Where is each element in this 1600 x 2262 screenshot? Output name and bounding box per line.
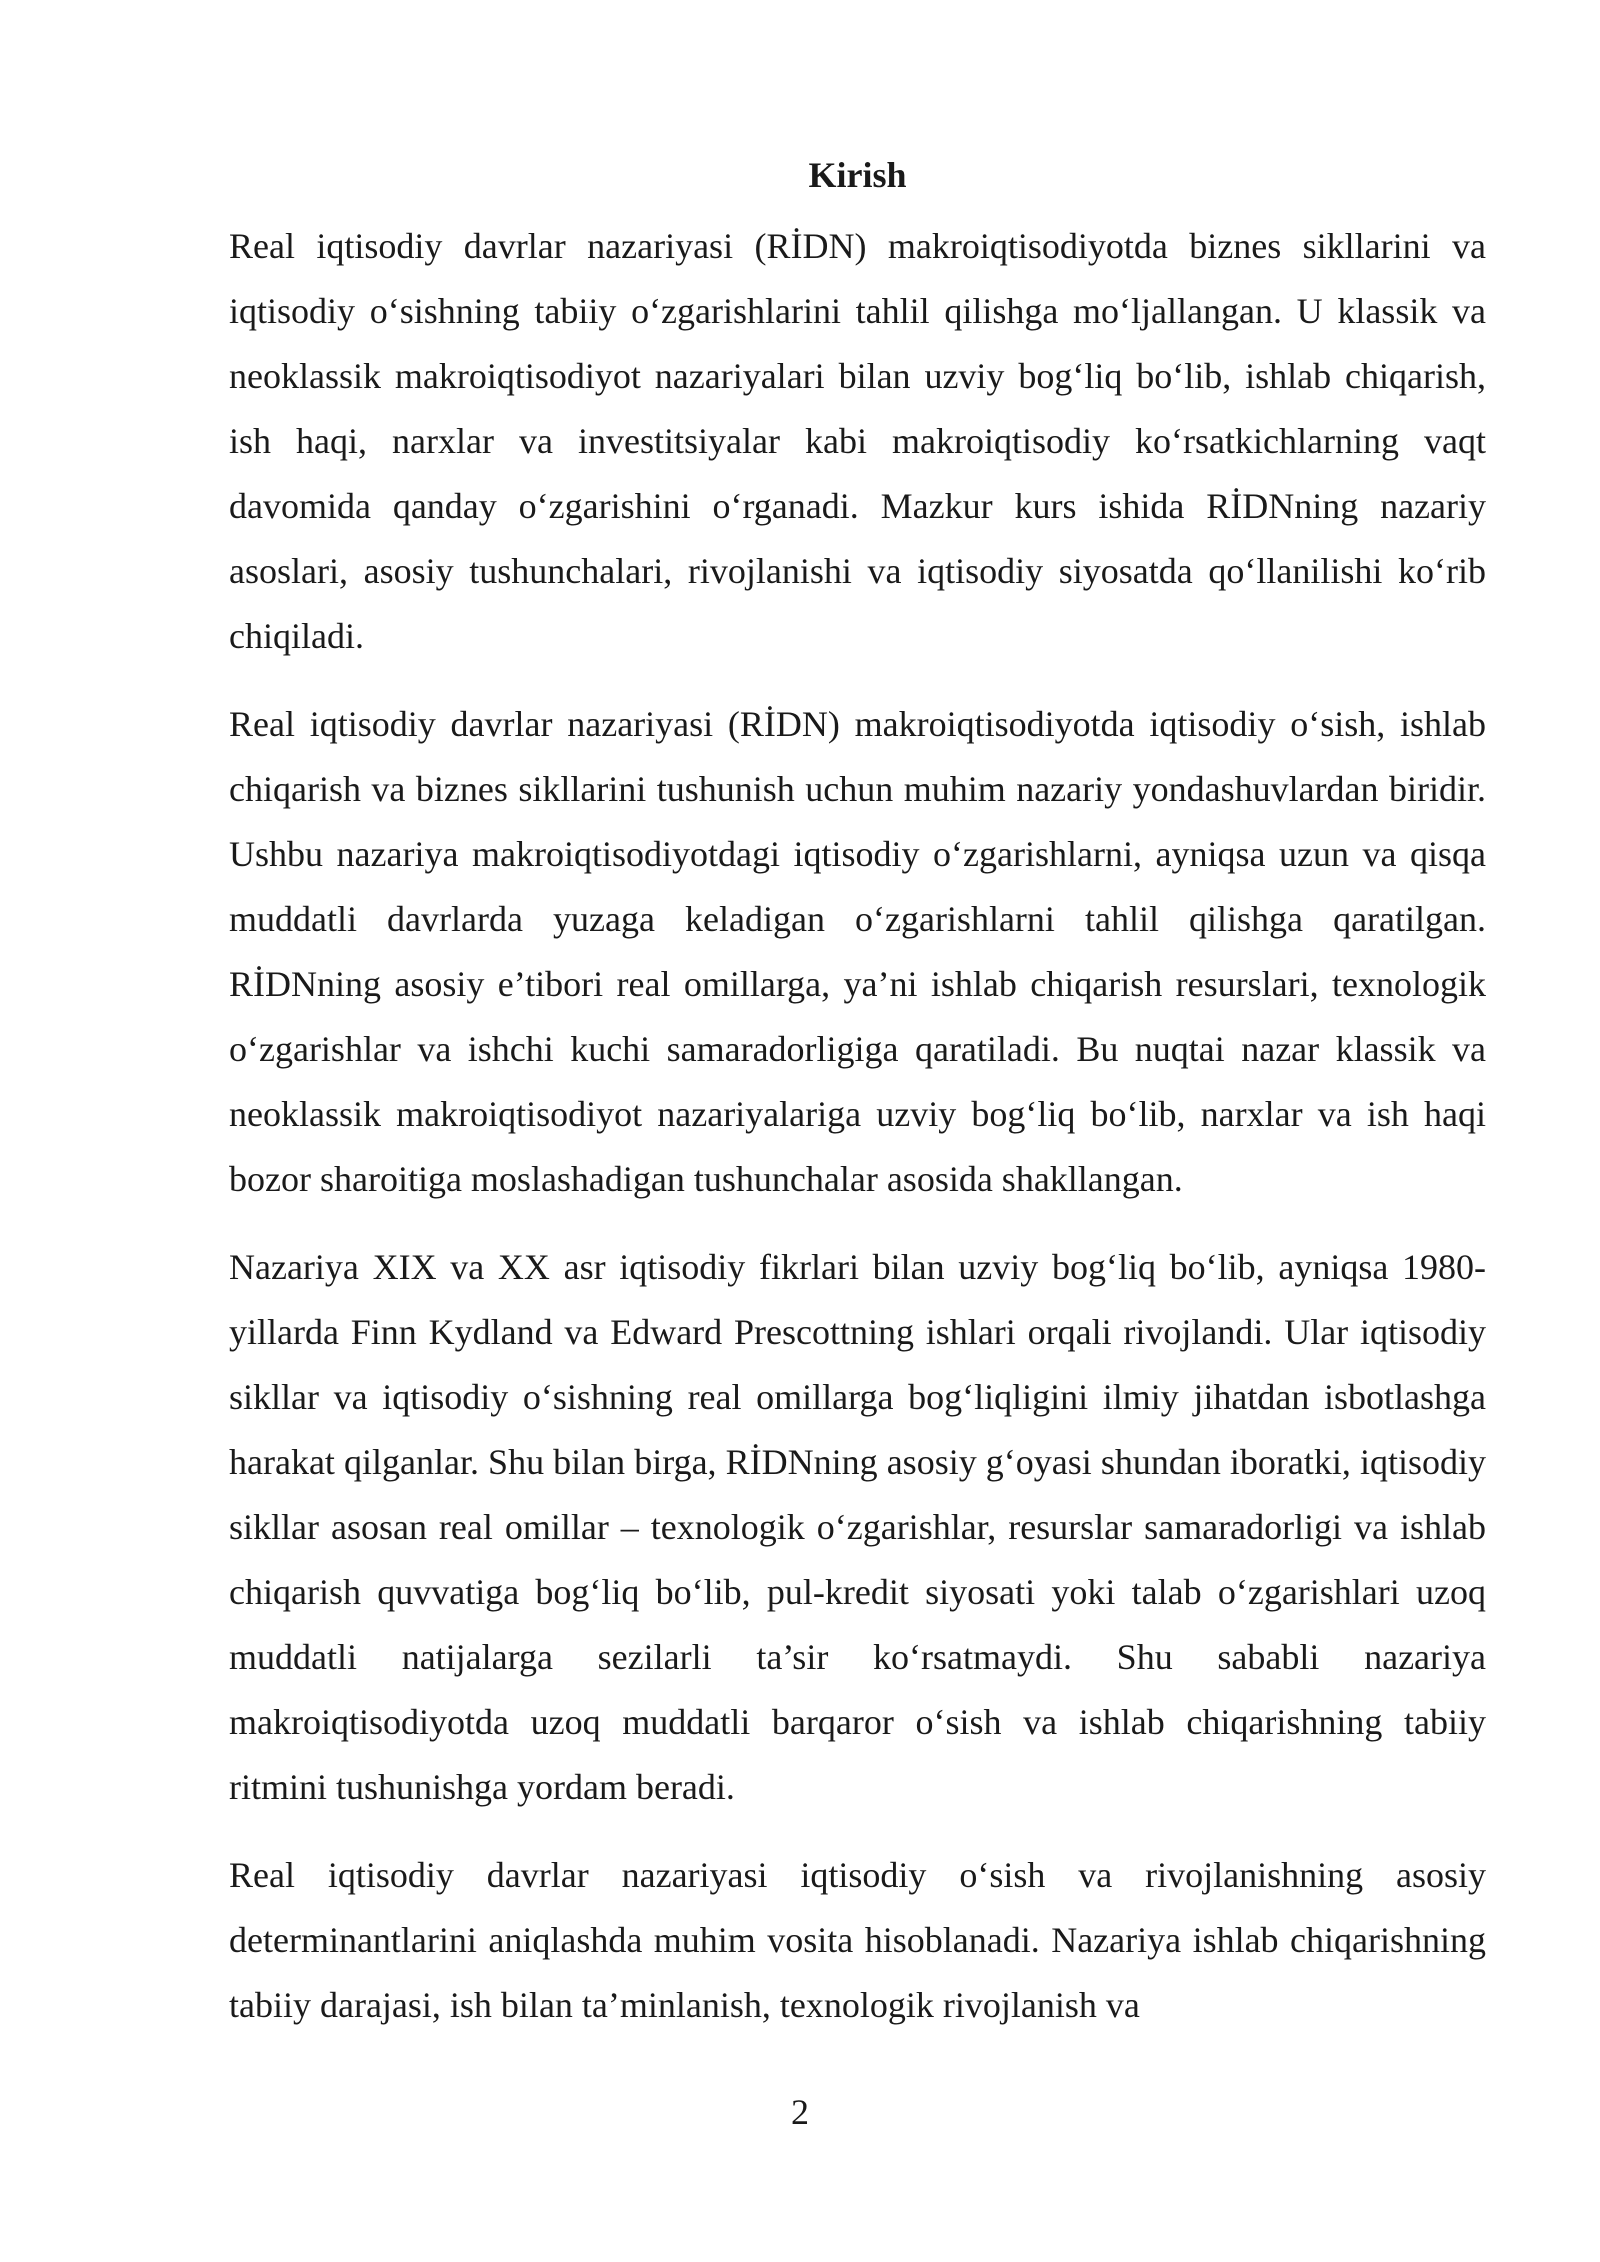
- paragraph-4: Real iqtisodiy davrlar nazariyasi iqtisodiy oʻsish va rivojlanishning asosiy determinantlarini aniqlashda muhim vosita hisoblanadi. Nazariya ishlab chiqarishning tabiiy darajasi, ish bilan ta’minlanish, texnologik rivojlanish va: [229, 1855, 1486, 2025]
- page-content: [229, 148, 1486, 2061]
- paragraph-3: Nazariya XIX va XX asr iqtisodiy fikrlari bilan uzviy bogʻliq boʻlib, ayniqsa 1980-yillarda Finn Kydland va Edward Prescottning ishlari orqali rivojlandi. Ular iqtisodiy sikllar va iqtisodiy oʻsishning real omillarga bogʻliqligini ilmiy jihatdan isbotlashga harakat qilganlar. Shu bilan birga, RİDNning asosiy gʻoyasi shundan iboratki, iqtisodiy sikllar asosan real omillar – texnologik oʻzgarishlar, resurslar samaradorligi va ishlab chiqarish quvvatiga bogʻliq boʻlib, pul-kredit siyosati yoki talab oʻzgarishlari uzoq muddatli natijalarga sezilarli ta’sir koʻrsatmaydi. Shu sababli nazariya makroiqtisodiyotda uzoq muddatli barqaror oʻsish va ishlab chiqarishning tabiiy ritmini tushunishga yordam beradi.: [229, 1247, 1486, 1807]
- paragraph-2: Real iqtisodiy davrlar nazariyasi (RİDN) makroiqtisodiyotda iqtisodiy oʻsish, ishlab chiqarish va biznes sikllarini tushunish uchun muhim nazariy yondashuvlardan biridir. Ushbu nazariya makroiqtisodiyotdagi iqtisodiy oʻzgarishlarni, ayniqsa uzun va qisqa muddatli davrlarda yuzaga keladigan oʻzgarishlarni tahlil qilishga qaratilgan. RİDNning asosiy e’tibori real omillarga, ya’ni ishlab chiqarish resurslari, texnologik oʻzgarishlar va ishchi kuchi samaradorligiga qaratiladi. Bu nuqtai nazar klassik va neoklassik makroiqtisodiyot nazariyalariga uzviy bogʻliq boʻlib, narxlar va ish haqi bozor sharoitiga moslashadigan tushunchalar asosida shakllangan.: [229, 704, 1486, 1199]
- section-title: Kirish: [808, 155, 907, 195]
- page-number: 2: [791, 2092, 809, 2132]
- paragraph-1: Real iqtisodiy davrlar nazariyasi (RİDN) makroiqtisodiyotda biznes sikllarini va iqtisodiy oʻsishning tabiiy oʻzgarishlarini tahlil qilishga moʻljallangan. U klassik va neoklassik makroiqtisodiyot nazariyalari bilan uzviy bogʻliq boʻlib, ishlab chiqarish, ish haqi, narxlar va investitsiyalar kabi makroiqtisodiy koʻrsatkichlarning vaqt davomida qanday oʻzgarishini oʻrganadi. Mazkur kurs ishida RİDNning nazariy asoslari, asosiy tushunchalari, rivojlanishi va iqtisodiy siyosatda qoʻllanilishi koʻrib chiqiladi.: [229, 226, 1486, 656]
